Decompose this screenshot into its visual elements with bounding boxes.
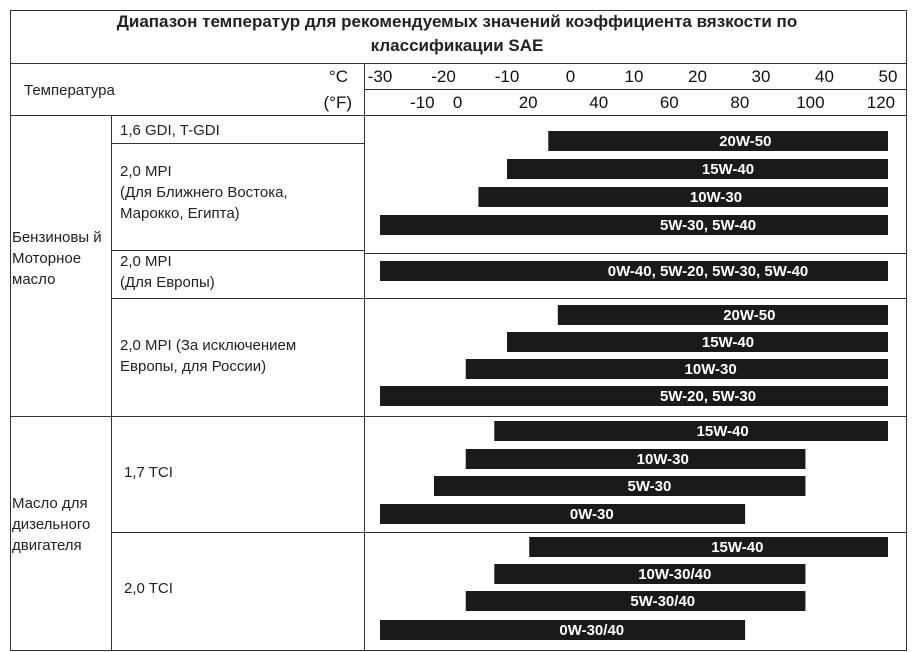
- viscosity-bar: [380, 215, 888, 235]
- celsius-tick-label: 20: [688, 67, 707, 86]
- viscosity-bar-label: 5W-30/40: [630, 593, 696, 610]
- viscosity-bar-label: 0W-30/40: [559, 622, 625, 639]
- engine-label-line: (Для Европы): [120, 274, 215, 291]
- viscosity-bar-label: 10W-30: [689, 189, 743, 206]
- celsius-tick-label: 30: [751, 67, 771, 86]
- celsius-tick-label: -20: [431, 67, 456, 86]
- category-label-line: дизельного: [12, 516, 91, 533]
- viscosity-bar: [380, 386, 888, 406]
- viscosity-bar-label: 15W-40: [711, 539, 764, 556]
- viscosity-bars: [380, 131, 888, 640]
- viscosity-bar-label: 10W-30/40: [638, 566, 712, 583]
- celsius-tick-label: 50: [878, 67, 898, 86]
- viscosity-bar: [380, 504, 745, 524]
- viscosity-bar-label: 15W-40: [696, 423, 749, 440]
- engine-label-line: 1,7 TCI: [124, 464, 173, 481]
- celsius-tick-label: -30: [367, 67, 393, 86]
- viscosity-bar: [494, 421, 888, 441]
- engine-label: [120, 337, 296, 375]
- viscosity-bar-label: 20W-50: [723, 307, 776, 324]
- viscosity-bar-label: 5W-20, 5W-30: [659, 388, 757, 405]
- fahrenheit-tick-label: 0: [452, 93, 463, 112]
- viscosity-bar-label: 20W-50: [719, 133, 772, 150]
- engine-label: [120, 122, 220, 139]
- fahrenheit-tick-label: 120: [866, 93, 896, 112]
- header-temperature-label: Температура: [24, 82, 115, 99]
- engine-label-line: 2,0 MPI (За исключением: [120, 337, 297, 354]
- engine-rows: [12, 122, 296, 597]
- engine-label-line: (Для Ближнего Востока,: [120, 184, 288, 201]
- viscosity-bar: [466, 449, 806, 469]
- viscosity-bar-label: 5W-30, 5W-40: [659, 217, 757, 234]
- celsius-tick-label: -10: [494, 67, 520, 86]
- viscosity-bar-label: 0W-40, 5W-20, 5W-30, 5W-40: [607, 263, 809, 280]
- fahrenheit-tick-label: 100: [796, 93, 825, 112]
- engine-label-line: 2,0 MPI: [120, 163, 172, 180]
- fahrenheit-tick-label: 40: [589, 93, 609, 112]
- celsius-tick-label: 10: [624, 67, 644, 86]
- engine-label-line: Европы, для России): [120, 358, 267, 375]
- engine-label: [124, 464, 173, 481]
- viscosity-bar-label: 15W-40: [701, 161, 755, 178]
- category-label-line: Бензиновы й: [12, 229, 102, 246]
- fahrenheit-tick-label: 80: [730, 93, 750, 112]
- viscosity-bar: [478, 187, 888, 207]
- viscosity-bar-label: 15W-40: [701, 334, 755, 351]
- viscosity-bar: [466, 359, 888, 379]
- category-label-line: масло: [12, 271, 56, 288]
- category-label-line: Масло для: [12, 495, 88, 512]
- engine-label: [120, 163, 288, 222]
- viscosity-bar: [529, 537, 888, 557]
- engine-label-line: 2,0 TCI: [124, 580, 173, 597]
- engine-label-line: 1,6 GDI, T-GDI: [120, 122, 220, 139]
- header-unit-fahrenheit: (°F): [323, 93, 352, 112]
- category-label: [12, 495, 90, 554]
- engine-label-line: 2,0 MPI: [120, 253, 172, 270]
- viscosity-bar: [507, 332, 888, 352]
- engine-label-line: Марокко, Египта): [120, 205, 240, 222]
- category-label: [12, 229, 102, 288]
- header-unit-celsius: °C: [328, 67, 348, 86]
- engine-label: [124, 580, 173, 597]
- celsius-tick-label: 40: [815, 67, 834, 86]
- category-label-line: Моторное: [12, 250, 82, 267]
- chart-title-line-2: классификации SAE: [370, 36, 544, 55]
- engine-label: [120, 253, 215, 291]
- viscosity-bar: [507, 159, 888, 179]
- viscosity-bar: [548, 131, 888, 151]
- fahrenheit-tick-label: -10: [410, 93, 435, 112]
- viscosity-bar: [434, 476, 805, 496]
- viscosity-bar-label: 10W-30: [636, 451, 689, 468]
- viscosity-bar-label: 10W-30: [684, 361, 737, 378]
- category-label-line: двигателя: [12, 537, 82, 554]
- viscosity-bar-label: 5W-30: [627, 478, 672, 495]
- fahrenheit-tick-label: 60: [659, 93, 679, 112]
- celsius-tick-label: 0: [565, 67, 576, 86]
- fahrenheit-tick-label: 20: [518, 93, 538, 112]
- fahrenheit-axis: [410, 93, 895, 112]
- chart-title-line-1: Диапазон температур для рекомендуемых значений коэффициента вязкости по: [116, 12, 798, 31]
- viscosity-bar-label: 0W-30: [569, 506, 614, 523]
- celsius-axis: [368, 67, 898, 86]
